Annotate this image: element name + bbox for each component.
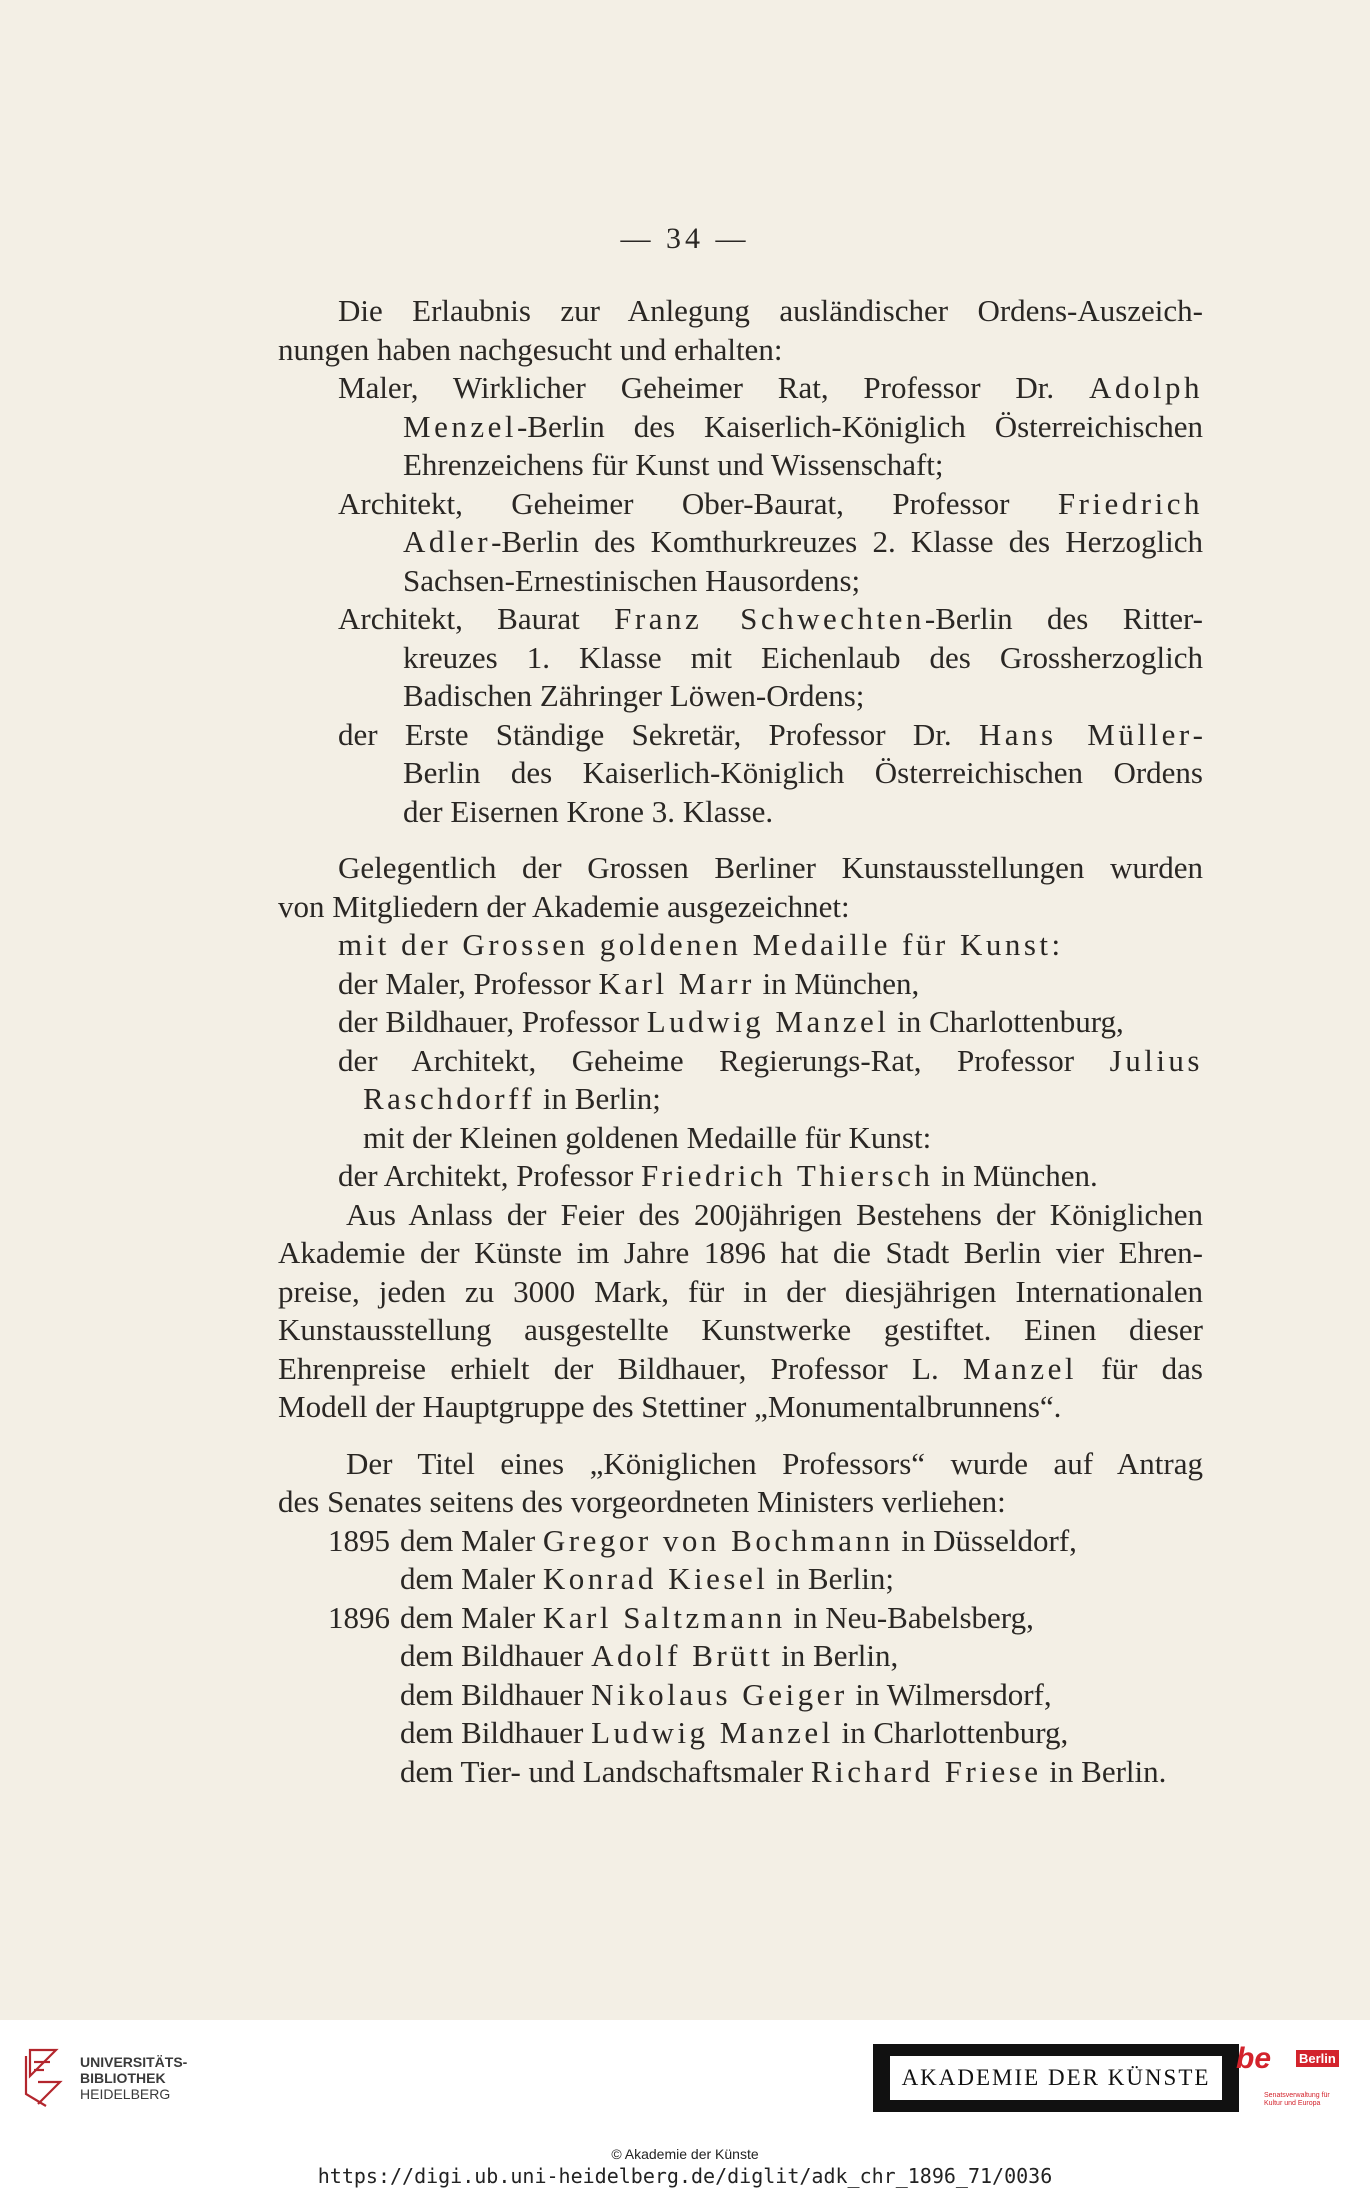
person-name: Richard Friese bbox=[810, 1753, 1042, 1789]
text-line: Aus Anlass der Feier des 200jährigen Bestehens der Königlichen bbox=[346, 1196, 1203, 1232]
person-name: Manzel bbox=[963, 1350, 1077, 1386]
person-name: Karl Saltzmann bbox=[542, 1599, 786, 1635]
person-name: Adler bbox=[403, 524, 492, 559]
berlin-be-mark: be bbox=[1236, 2042, 1272, 2075]
text-line: der Erste Ständige Sekretär, Professor Dr. Hans Müller- bbox=[338, 716, 1203, 752]
text-line: 1895 dem Maler Gregor von Bochmann in Düsseldorf, bbox=[278, 1522, 1203, 1561]
person-name: Ludwig Manzel bbox=[591, 1715, 834, 1750]
year-label: 1895 bbox=[328, 1522, 390, 1558]
akademie-logo[interactable] bbox=[873, 2044, 1239, 2112]
text-line: Architekt, Geheimer Ober-Baurat, Professor Friedrich bbox=[338, 485, 1203, 521]
person-name: Hans Müller bbox=[978, 716, 1193, 752]
year-label: 1896 bbox=[328, 1599, 390, 1635]
text-line: Adler-Berlin des Komthurkreuzes 2. Klasse des Herzoglich bbox=[403, 524, 1203, 559]
berlin-senate-logo[interactable] bbox=[1236, 2042, 1348, 2122]
person-name: Franz Schwechten bbox=[614, 601, 925, 636]
person-name: Julius bbox=[1109, 1042, 1203, 1078]
text-line: Gelegentlich der Grossen Berliner Kunstausstellungen wurden bbox=[338, 850, 1203, 885]
text-line: Architekt, Baurat Franz Schwechten-Berlin des Ritter- bbox=[338, 601, 1203, 636]
text-line: der Maler, Professor Karl Marr in München, bbox=[338, 965, 920, 1001]
akademie-logo-label: AKADEMIE DER KÜNSTE bbox=[890, 2056, 1222, 2100]
berlin-tag: Berlin bbox=[1296, 2050, 1339, 2067]
section-heading: mit der Kleinen goldenen Medaille für Kunst: bbox=[363, 1119, 932, 1155]
person-name: Ludwig Manzel bbox=[646, 1004, 890, 1039]
text-line: nungen haben nachgesucht und erhalten: bbox=[278, 331, 783, 367]
university-library-logo-icon[interactable] bbox=[16, 2042, 74, 2112]
text-line: Badischen Zähringer Löwen-Ordens; bbox=[403, 678, 865, 713]
text-line: Raschdorff in Berlin; bbox=[363, 1081, 661, 1116]
person-name: Gregor von Bochmann bbox=[542, 1522, 894, 1558]
person-name: Konrad Kiesel bbox=[542, 1561, 769, 1596]
university-library-label[interactable]: UNIVERSITÄTS- BIBLIOTHEK HEIDELBERG bbox=[80, 2054, 188, 2102]
text-line: der Architekt, Geheime Regierungs-Rat, Professor Julius bbox=[338, 1042, 1203, 1078]
person-name: Friedrich bbox=[1057, 485, 1203, 521]
text-line: Berlin des Kaiserlich-Königlich Österreichischen Ordens bbox=[403, 755, 1203, 790]
person-name: Nikolaus Geiger bbox=[591, 1676, 848, 1712]
text-line: Die Erlaubnis zur Anlegung ausländischer Ordens-Auszeich- bbox=[338, 293, 1203, 328]
text-line: Menzel-Berlin des Kaiserlich-Königlich Österreichischen bbox=[403, 408, 1203, 444]
person-name: Adolf Brütt bbox=[591, 1638, 774, 1673]
section-heading: mit der Grossen goldenen Medaille für Kunst: bbox=[338, 927, 1064, 962]
text-line: Der Titel eines „Königlichen Professors“ wurde auf Antrag bbox=[346, 1445, 1203, 1481]
text-line: dem Bildhauer Ludwig Manzel in Charlottenburg, bbox=[400, 1715, 1069, 1750]
person-name: Raschdorff bbox=[363, 1081, 536, 1116]
berlin-subtitle: Senatsverwaltung für Kultur und Europa bbox=[1264, 2092, 1330, 2107]
text-line: des Senates seitens des vorgeordneten Ministers verliehen: bbox=[278, 1484, 1006, 1519]
text-line: dem Tier- und Landschaftsmaler Richard Friese in Berlin. bbox=[400, 1753, 1167, 1789]
text-line: der Architekt, Professor Friedrich Thiersch in München. bbox=[338, 1158, 1098, 1193]
text-line: der Eisernen Krone 3. Klasse. bbox=[403, 793, 774, 829]
person-name: Karl Marr bbox=[598, 965, 755, 1001]
text-line: Ehrenpreise erhielt der Bildhauer, Professor L. Manzel für das bbox=[278, 1350, 1203, 1386]
text-line: Sachsen-Ernestinischen Hausordens; bbox=[403, 562, 861, 598]
text-line: dem Bildhauer Nikolaus Geiger in Wilmersdorf, bbox=[400, 1676, 1052, 1712]
copyright-notice: © Akademie der Künste bbox=[611, 2146, 759, 2162]
person-name: Menzel bbox=[403, 408, 517, 444]
text-line: Kunstausstellung ausgestellte Kunstwerke gestiftet. Einen dieser bbox=[278, 1312, 1203, 1347]
text-line: Ehrenzeichens für Kunst und Wissenschaft; bbox=[403, 447, 944, 482]
text-line: von Mitgliedern der Akademie ausgezeichnet: bbox=[278, 888, 850, 924]
text-line: kreuzes 1. Klasse mit Eichenlaub des Grossherzoglich bbox=[403, 639, 1203, 675]
text-line: der Bildhauer, Professor Ludwig Manzel in Charlottenburg, bbox=[338, 1004, 1124, 1039]
page-number: — 34 — bbox=[620, 222, 750, 255]
text-line: 1896 dem Maler Karl Saltzmann in Neu-Babelsberg, bbox=[278, 1599, 1203, 1638]
person-name: Friedrich Thiersch bbox=[641, 1158, 934, 1193]
text-line: dem Maler Konrad Kiesel in Berlin; bbox=[400, 1561, 895, 1596]
page-body bbox=[278, 292, 1203, 1791]
person-name: Adolph bbox=[1089, 370, 1203, 405]
text-line: Modell der Hauptgruppe des Stettiner „Monumentalbrunnens“. bbox=[278, 1389, 1062, 1424]
source-url-link[interactable]: https://digi.ub.uni-heidelberg.de/diglit/adk_chr_1896_71/0036 bbox=[317, 2164, 1053, 2188]
text-line: Maler, Wirklicher Geheimer Rat, Professor Dr. Adolph bbox=[338, 370, 1203, 405]
footer bbox=[0, 2020, 1370, 2194]
text-line: preise, jeden zu 3000 Mark, für in der diesjährigen Internationalen bbox=[278, 1273, 1203, 1309]
text-line: Akademie der Künste im Jahre 1896 hat die Stadt Berlin vier Ehren- bbox=[278, 1235, 1203, 1270]
text-line: dem Bildhauer Adolf Brütt in Berlin, bbox=[400, 1638, 899, 1673]
